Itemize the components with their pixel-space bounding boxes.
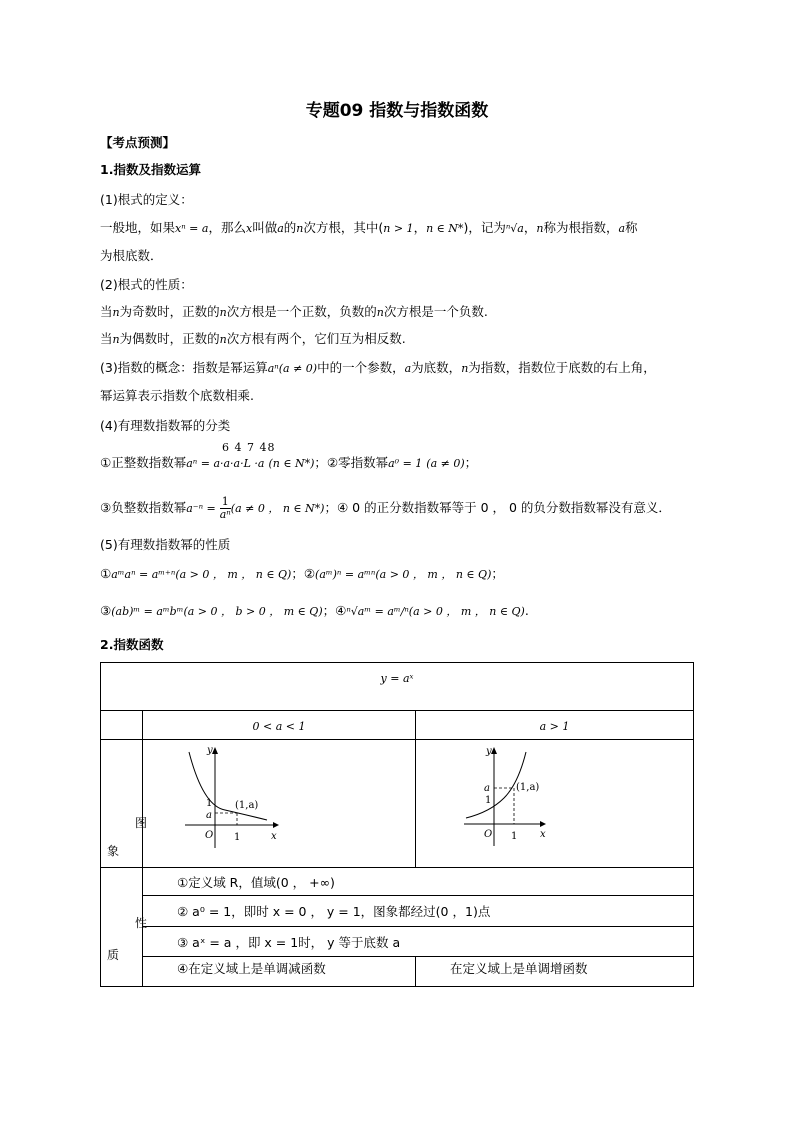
a-label-y: a [484,783,490,794]
p4-line2: ③负整数指数幂a⁻ⁿ = $\frac{1}{\text{aⁿ}}$ (a ≠ 0 ， n ∈ N*)；④ 0 的正分数指数幂等于 0 ， 0 的负分数指数幂没有意义． [100,495,671,521]
table-row [101,711,694,740]
section-tag: 【考点预测】 [100,135,176,150]
fraction: $\frac{1}{\text{aⁿ}}$ [219,495,231,521]
origin-label: O [484,829,493,840]
table-row [101,957,694,987]
prop-1: ①定义域 R，值域(0 ， +∞) [143,868,694,896]
prop-row-label: 性 质 [101,868,143,987]
col-header-lt1: 0 < a < 1 [143,711,416,740]
p1-head: (1)根式的定义： [100,192,193,207]
col-header-gt1: a > 1 [416,711,694,740]
table-row [101,663,694,711]
p3-line1: (3)指数的概念：指数是幂运算aⁿ(a ≠ 0)中的一个参数，a为底数，n为指数，指数位于底数的右上角， [100,360,656,375]
p2-line2: 当n为偶数时，正数的n次方根有两个，它们互为相反数. [100,331,406,346]
a-label-y: a [206,810,212,821]
y-arrow [491,747,497,754]
p3-line2: 幂运算表示指数个底数相乘. [100,388,254,403]
table-row [101,868,694,896]
p5-line1: ①aᵐaⁿ = aᵐ⁺ⁿ(a > 0 ， m ， n ∈ Q)；②(aᵐ)ⁿ = aᵐⁿ(a > 0 ， m ， n ∈ Q)； [100,566,504,581]
one-label-y: 1 [485,795,492,806]
exponential-function-table [100,662,694,987]
empty-cell [101,711,143,740]
y-label: y [207,745,213,756]
func-cell: y = aˣ [101,663,694,711]
graph-row-label: 图 象 [101,740,143,868]
p1-line2: 为根底数． [100,248,163,263]
p4-brace: 6 4 7 48 [222,441,276,454]
page-title: 专题09 指数与指数函数 [305,101,489,121]
y-arrow [212,747,218,754]
p5-head: (5)有理数指数幂的性质 [100,537,231,552]
x-label: x [540,829,546,840]
p5-line2: ③(ab)ᵐ = aᵐbᵐ(a > 0 ， b > 0 ， m ∈ Q)；④ⁿ√aᵐ = aᵐ/ⁿ(a > 0 ， m ， n ∈ Q). [100,603,529,618]
one-label-x: 1 [511,831,518,842]
heading-2: 2.指数函数 [100,637,164,652]
point-label: (1,a) [516,782,540,793]
p2-line1: 当n为奇数时，正数的n次方根是一个正数，负数的n次方根是一个负数. [100,304,488,319]
prop-4-left: ④在定义域上是单调减函数 [143,957,416,987]
one-label-y: 1 [206,798,213,809]
prop-4-right: 在定义域上是单调增函数 [416,957,694,987]
point-label: (1,a) [235,800,259,811]
table-row [101,740,694,868]
one-label-x: 1 [234,832,241,843]
p2-head: (2)根式的性质： [100,277,193,292]
x-label: x [271,831,277,842]
prop-2: ② a⁰ = 1，即时 x = 0 ， y = 1，图象都经过(0 ，1)点 [143,896,694,927]
p4-line1: ①正整数指数幂aⁿ = a·a·a·L ·a (n ∈ N*)；②零指数幂a⁰ = 1 (a ≠ 0)； [100,455,478,470]
p1-line1: 一般地，如果xⁿ = a，那么x叫做a的n次方根，其中(n > 1，n ∈ N*)，记为ⁿ√a，n称为根指数，a称 [100,220,638,235]
origin-label: O [205,830,214,841]
increasing-graph [460,746,570,856]
graph-cell-increasing [416,740,694,868]
x-arrow [273,822,279,828]
table-row [101,896,694,927]
prop-3: ③ aˣ = a ，即 x = 1时， y 等于底数 a [143,927,694,957]
y-label: y [486,746,492,757]
decreasing-graph [181,744,291,854]
x-arrow [540,821,546,827]
graph-cell-decreasing [143,740,416,868]
heading-1: 1.指数及指数运算 [100,162,201,177]
p4-head: (4)有理数指数幂的分类 [100,418,231,433]
table-row [101,927,694,957]
